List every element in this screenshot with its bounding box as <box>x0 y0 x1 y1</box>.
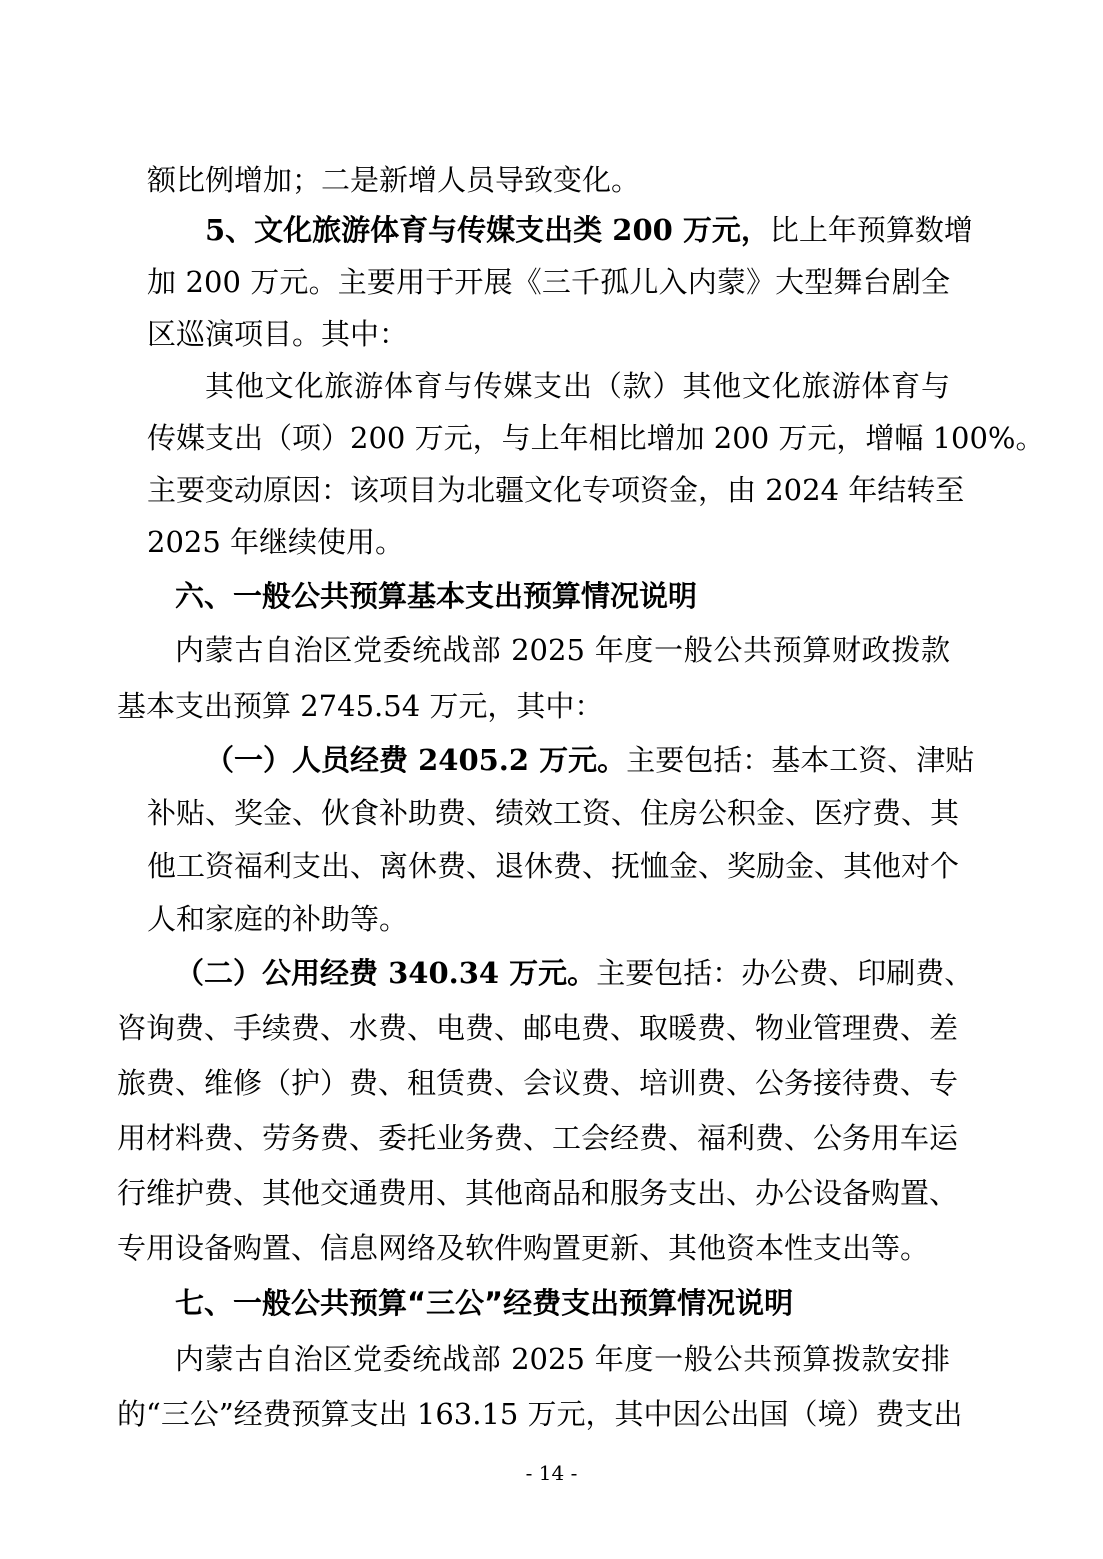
section-heading: 六、一般公共预算基本支出预算情况说明 <box>175 579 698 613</box>
text-line: 内蒙古自治区党委统战部 2025 年度一般公共预算财政拨款 <box>175 633 950 667</box>
text-line: 加 200 万元。主要用于开展《三千孤儿入内蒙》大型舞台剧全 <box>147 265 950 299</box>
text-span: 比上年预算数增 <box>769 213 973 247</box>
text-line: 主要变动原因：该项目为北疆文化专项资金，由 2024 年结转至 <box>147 473 965 507</box>
page-number: - 14 - <box>525 1461 578 1485</box>
emphasis-text: （二）公用经费 340.34 万元。 <box>175 956 597 990</box>
text-line: 基本支出预算 2745.54 万元，其中： <box>117 689 604 723</box>
text-line: 内蒙古自治区党委统战部 2025 年度一般公共预算拨款安排 <box>175 1342 950 1376</box>
text-line: 旅费、维修（护）费、租赁费、会议费、培训费、公务接待费、专 <box>117 1066 959 1100</box>
text-line: 其他文化旅游体育与传媒支出（款）其他文化旅游体育与 <box>205 369 950 403</box>
text-line <box>175 953 974 993</box>
text-line: 行维护费、其他交通费用、其他商品和服务支出、办公设备购置、 <box>117 1176 959 1210</box>
text-line: 2025 年继续使用。 <box>147 525 405 559</box>
text-line <box>205 740 975 780</box>
text-line: 补贴、奖金、伙食补助费、绩效工资、住房公积金、医疗费、其 <box>147 796 960 830</box>
text-span: 主要包括：基本工资、津贴 <box>626 743 975 777</box>
section-heading: 七、一般公共预算“三公”经费支出预算情况说明 <box>175 1286 794 1320</box>
text-line: 咨询费、手续费、水费、电费、邮电费、取暖费、物业管理费、差 <box>117 1011 959 1045</box>
text-line: 额比例增加；二是新增人员导致变化。 <box>147 163 641 197</box>
text-line: 用材料费、劳务费、委托业务费、工会经费、福利费、公务用车运 <box>117 1121 959 1155</box>
text-line: 他工资福利支出、离休费、退休费、抚恤金、奖励金、其他对个 <box>147 849 960 883</box>
text-line <box>205 210 973 250</box>
text-line: 的“三公”经费预算支出 163.15 万元，其中因公出国（境）费支出 <box>117 1397 963 1431</box>
text-line: 区巡演项目。其中： <box>147 317 409 351</box>
text-line: 专用设备购置、信息网络及软件购置更新、其他资本性支出等。 <box>117 1231 930 1265</box>
text-line: 传媒支出（项）200 万元，与上年相比增加 200 万元，增幅 100%。 <box>147 421 1045 455</box>
text-span: 主要包括：办公费、印刷费、 <box>596 956 974 990</box>
emphasis-text: 5、文化旅游体育与传媒支出类 200 万元， <box>205 213 770 247</box>
emphasis-text: （一）人员经费 2405.2 万元。 <box>205 743 627 777</box>
text-line: 人和家庭的补助等。 <box>147 902 409 936</box>
